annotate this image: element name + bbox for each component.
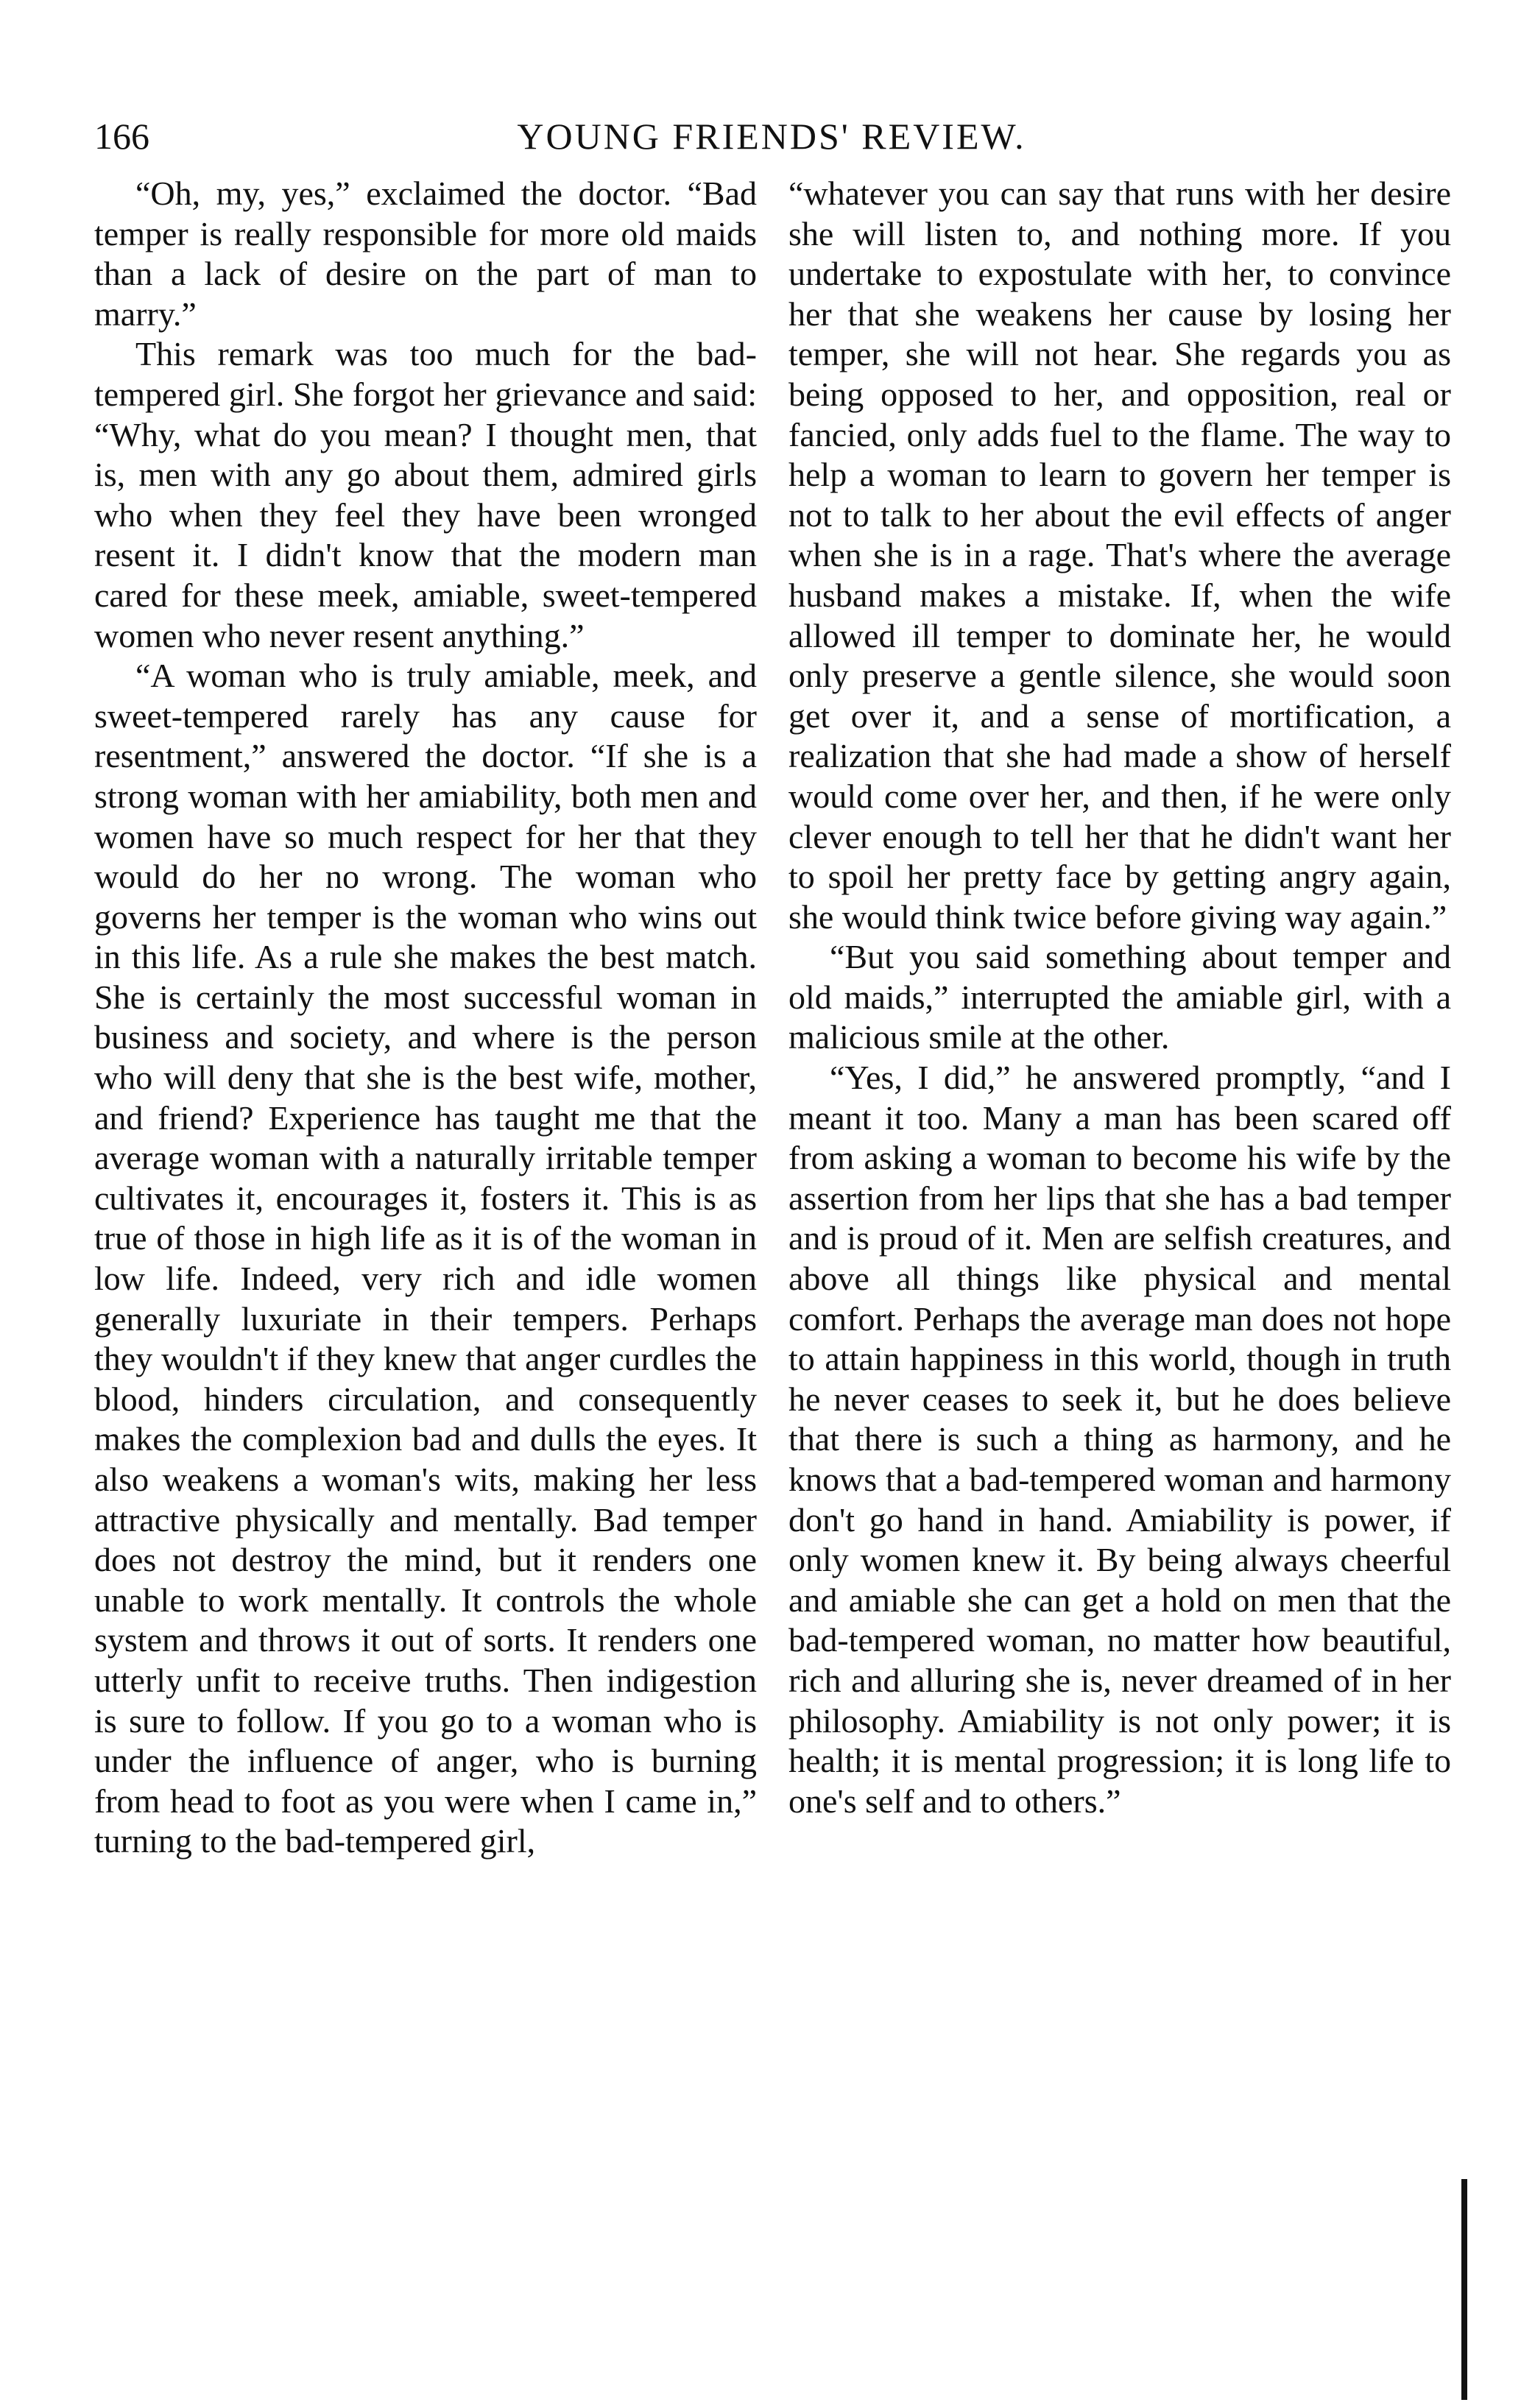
paragraph: “A woman who is truly amiable, meek, and sweet-tempered rarely has any cause for resentment,” answered the doctor. “If she is a strong woman with her amiability, both men and women have so much respect for her that they would do her no wrong. The woman who governs her temper is the woman who wins out in this life. As a rule she makes the best match. She is certainly the most successful woman in business and society, and where is the person who will deny that she is the best wife, mother, and friend? Experience has taught me that the average woman with a naturally irritable temper cultivates it, encourages it, fosters it. This is as true of those in high life as it is of the woman in low life. Indeed, very rich and idle women generally luxuriate in their tempers. Perhaps they wouldn't if they knew that anger curdles the blood, hinders circulation, and consequently makes the complexion bad and dulls the eyes. It also weakens a woman's wits, making her less attractive physically and mentally. Bad temper does not destroy the mind, but it renders one unable to work mentally. It controls the whole system and throws it out of sorts. It renders one utterly unfit to receive truths. Then indigestion is sure to follow. If you go to a woman who is under the influence of anger, who is burning from head to foot as you were when I came in,” turning to the bad-tempered girl, bbox=[94, 657, 757, 1860]
running-head-title: YOUNG FRIENDS' REVIEW. bbox=[517, 116, 1026, 157]
paragraph: “Oh, my, yes,” exclaimed the doctor. “Bad temper is really responsible for more old maids than a lack of desire on the part of man to marry.” bbox=[94, 174, 757, 333]
left-column bbox=[94, 174, 757, 1862]
page-number: 166 bbox=[94, 116, 149, 157]
right-column bbox=[788, 174, 1451, 1821]
page-edge-rule bbox=[1461, 2179, 1467, 2400]
paragraph: “Yes, I did,” he answered promptly, “and I meant it too. Many a man has been scared off from asking a woman to become his wife by the assertion from her lips that she has a bad temper and is proud of it. Men are selfish creatures, and above all things like physical and mental comfort. Perhaps the average man does not hope to attain happiness in this world, though in truth he never ceases to seek it, but he does believe that there is such a thing as harmony, and he knows that a bad-tempered woman and harmony don't go hand in hand. Amiability is power, if only women knew it. By being always cheerful and amiable she can get a hold on men that the bad-tempered woman, no matter how beautiful, rich and alluring she is, never dreamed of in her philosophy. Amiability is not only power; it is health; it is mental progression; it is long life to one's self and to others.” bbox=[788, 1059, 1451, 1820]
paragraph: “But you said something about temper and old maids,” interrupted the amiable girl, with a malicious smile at the other. bbox=[788, 938, 1451, 1056]
page-header bbox=[94, 110, 1449, 162]
paragraph: “whatever you can say that runs with her desire she will listen to, and nothing more. If you undertake to expostulate with her, to convince her that she weakens her cause by losing her temper, she will not hear. She regards you as being opposed to her, and opposition, real or fancied, only adds fuel to the flame. The way to help a woman to learn to govern her temper is not to talk to her about the evil effects of anger when she is in a rage. That's where the average husband makes a mistake. If, when the wife allowed ill temper to dominate her, he would only preserve a gentle silence, she would soon get over it, and a sense of mortification, a realization that she had made a show of herself would come over her, and then, if he were only clever enough to tell her that he didn't want her to spoil her pretty face by getting angry again, she would think twice before giving way again.” bbox=[788, 174, 1451, 936]
paragraph: This remark was too much for the bad-tempered girl. She forgot her grievance and said: “Why, what do you mean? I thought men, that is, men with any go about them, admired girls who when they feel they have been wronged resent it. I didn't know that the modern man cared for these meek, amiable, sweet-tempered women who never resent anything.” bbox=[94, 335, 757, 654]
